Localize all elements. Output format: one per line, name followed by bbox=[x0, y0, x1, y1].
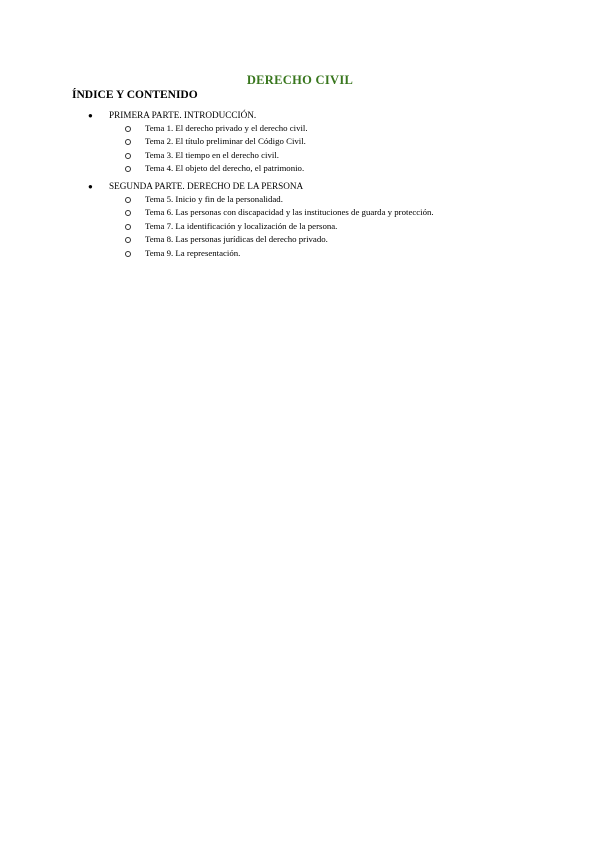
topic-item bbox=[0, 193, 600, 206]
topic-label: Tema 9. La representación. bbox=[145, 247, 241, 258]
topic-item bbox=[0, 247, 600, 260]
circle-bullet-icon bbox=[125, 126, 131, 132]
topic-item bbox=[0, 220, 600, 233]
topic-item bbox=[0, 122, 600, 135]
topic-item bbox=[0, 149, 600, 162]
part-label: SEGUNDA PARTE. DERECHO DE LA PERSONA bbox=[109, 181, 304, 191]
circle-bullet-icon bbox=[125, 166, 131, 172]
topic-label: Tema 6. Las personas con discapacidad y las instituciones de guarda y protección. bbox=[145, 207, 434, 218]
topic-label: Tema 7. La identificación y localización de la persona. bbox=[145, 220, 338, 231]
topic-label: Tema 5. Inicio y fin de la personalidad. bbox=[145, 194, 283, 204]
circle-bullet-icon bbox=[125, 210, 131, 216]
topic-item bbox=[0, 206, 600, 219]
topic-label: Tema 8. Las personas jurídicas del derecho privado. bbox=[145, 234, 328, 245]
topic-item bbox=[0, 233, 600, 246]
topic-label: Tema 3. El tiempo en el derecho civil. bbox=[145, 149, 279, 160]
circle-bullet-icon bbox=[125, 237, 131, 243]
document-title: DERECHO CIVIL bbox=[246, 73, 354, 87]
topic-item bbox=[0, 135, 600, 148]
index-heading: ÍNDICE Y CONTENIDO bbox=[72, 89, 198, 101]
topic-label: Tema 1. El derecho privado y el derecho civil. bbox=[145, 123, 308, 133]
topic-label: Tema 2. El título preliminar del Código Civil. bbox=[145, 136, 306, 147]
circle-bullet-icon bbox=[125, 251, 131, 257]
part-section-1 bbox=[0, 109, 600, 176]
bullet-icon: ● bbox=[88, 111, 93, 120]
topic-item bbox=[0, 162, 600, 175]
part-item bbox=[0, 109, 600, 122]
circle-bullet-icon bbox=[125, 197, 131, 203]
part-section-2 bbox=[0, 180, 600, 260]
part-item bbox=[0, 180, 600, 193]
circle-bullet-icon bbox=[125, 153, 131, 159]
bullet-icon: ● bbox=[88, 182, 93, 191]
topic-label: Tema 4. El objeto del derecho, el patrimonio. bbox=[145, 163, 305, 174]
circle-bullet-icon bbox=[125, 224, 131, 230]
part-label: PRIMERA PARTE. INTRODUCCIÓN. bbox=[109, 110, 257, 120]
circle-bullet-icon bbox=[125, 139, 131, 145]
